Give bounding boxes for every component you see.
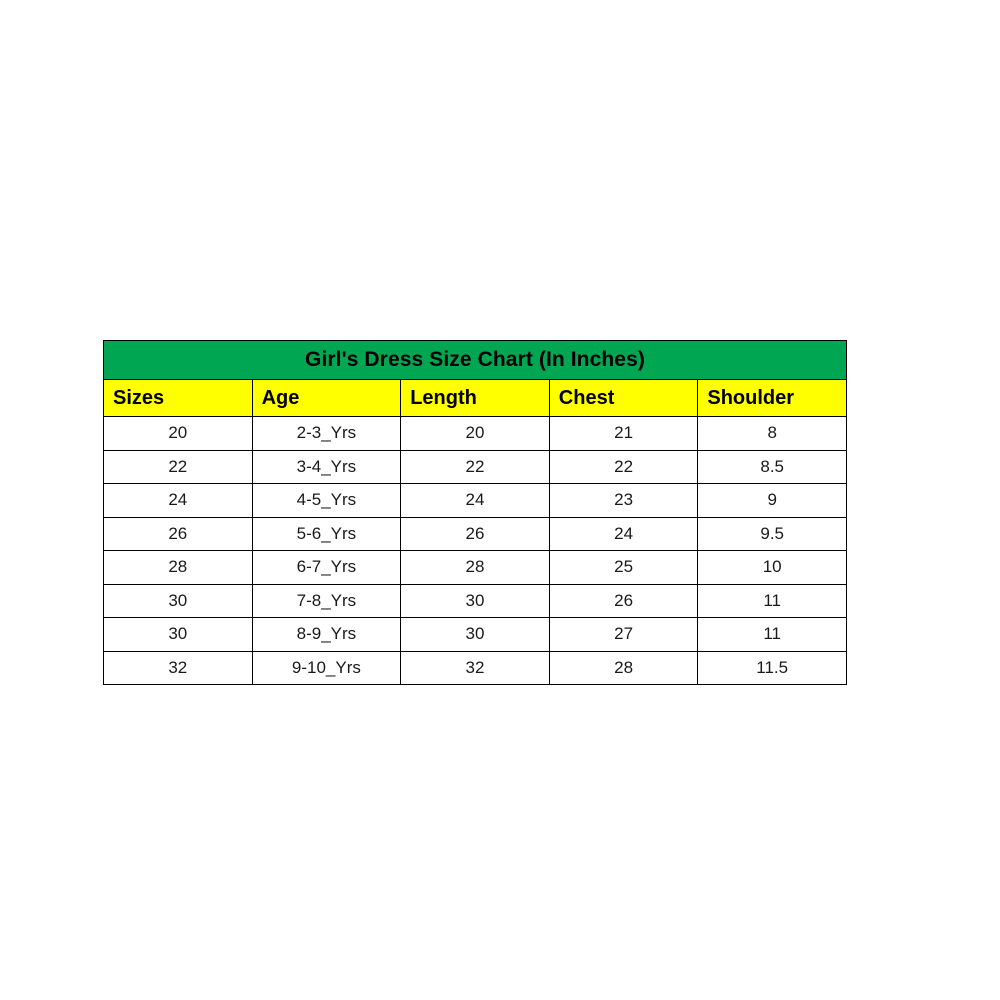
- column-header-shoulder: Shoulder: [698, 380, 847, 417]
- cell-shoulder: 10: [698, 551, 847, 585]
- cell-shoulder: 11.5: [698, 651, 847, 685]
- cell-chest: 28: [549, 651, 698, 685]
- cell-sizes: 30: [104, 618, 253, 652]
- cell-length: 30: [401, 618, 550, 652]
- cell-age: 2-3_Yrs: [252, 417, 401, 451]
- cell-length: 22: [401, 450, 550, 484]
- cell-length: 30: [401, 584, 550, 618]
- cell-length: 26: [401, 517, 550, 551]
- column-header-sizes: Sizes: [104, 380, 253, 417]
- cell-sizes: 20: [104, 417, 253, 451]
- table-row: [104, 484, 847, 518]
- cell-shoulder: 8: [698, 417, 847, 451]
- cell-shoulder: 9: [698, 484, 847, 518]
- size-chart-table: [103, 340, 847, 685]
- chart-title-row: [104, 341, 847, 380]
- cell-sizes: 30: [104, 584, 253, 618]
- table-row: [104, 618, 847, 652]
- cell-length: 28: [401, 551, 550, 585]
- table-row: [104, 551, 847, 585]
- cell-shoulder: 11: [698, 584, 847, 618]
- cell-shoulder: 11: [698, 618, 847, 652]
- cell-chest: 22: [549, 450, 698, 484]
- size-chart-container: [103, 340, 847, 685]
- cell-length: 32: [401, 651, 550, 685]
- table-row: [104, 517, 847, 551]
- cell-age: 8-9_Yrs: [252, 618, 401, 652]
- cell-shoulder: 8.5: [698, 450, 847, 484]
- column-header-length: Length: [401, 380, 550, 417]
- cell-age: 3-4_Yrs: [252, 450, 401, 484]
- cell-chest: 23: [549, 484, 698, 518]
- cell-chest: 26: [549, 584, 698, 618]
- table-header-row: [104, 380, 847, 417]
- cell-sizes: 22: [104, 450, 253, 484]
- cell-age: 6-7_Yrs: [252, 551, 401, 585]
- cell-chest: 21: [549, 417, 698, 451]
- column-header-age: Age: [252, 380, 401, 417]
- cell-age: 9-10_Yrs: [252, 651, 401, 685]
- cell-sizes: 24: [104, 484, 253, 518]
- cell-chest: 24: [549, 517, 698, 551]
- cell-age: 4-5_Yrs: [252, 484, 401, 518]
- table-row: [104, 417, 847, 451]
- cell-chest: 27: [549, 618, 698, 652]
- cell-chest: 25: [549, 551, 698, 585]
- chart-title: Girl's Dress Size Chart (In Inches): [104, 341, 847, 380]
- table-row: [104, 450, 847, 484]
- cell-sizes: 26: [104, 517, 253, 551]
- cell-age: 7-8_Yrs: [252, 584, 401, 618]
- cell-shoulder: 9.5: [698, 517, 847, 551]
- cell-age: 5-6_Yrs: [252, 517, 401, 551]
- table-row: [104, 651, 847, 685]
- table-row: [104, 584, 847, 618]
- cell-sizes: 28: [104, 551, 253, 585]
- cell-sizes: 32: [104, 651, 253, 685]
- cell-length: 24: [401, 484, 550, 518]
- cell-length: 20: [401, 417, 550, 451]
- column-header-chest: Chest: [549, 380, 698, 417]
